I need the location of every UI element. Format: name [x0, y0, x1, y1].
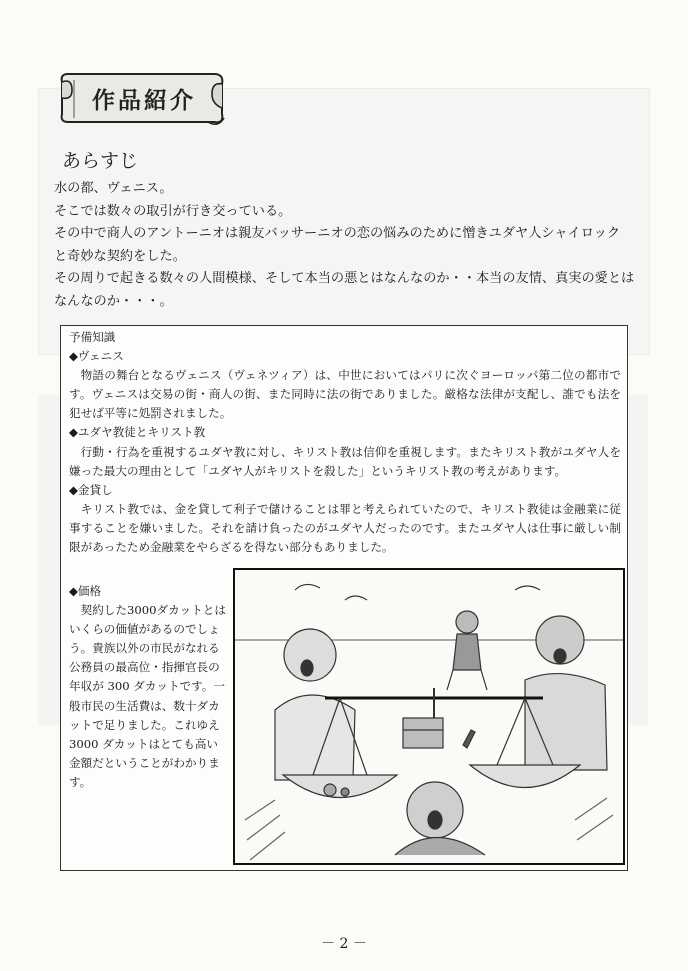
price-line: 年収が 300 ダカットです。一 [69, 679, 225, 694]
synopsis-line: なんなのか・・・。 [54, 293, 173, 309]
synopsis-line: その中で商人のアントーニオは親友バッサーニオの恋の悩みのために憎きユダヤ人シャイロック [54, 226, 621, 242]
synopsis-line: 水の都、ヴェニス。 [54, 181, 173, 196]
section-text-moneylending: キリスト教では、金を貸して利子で儲けることは罪と考えられていたので、キリスト教徒は金融業に従事することを嫌いました。それを請け負ったのがユダヤ人だったのです。またユダヤ人は仕事に厳しい制限があったため金融業をやらざるを得ない部分もありました。 [69, 501, 621, 555]
background-knowledge-box [60, 325, 628, 871]
section-heading-moneylending: ◆金貸し [69, 482, 113, 497]
synopsis-heading: あらすじ [62, 150, 139, 172]
price-line: す。 [69, 774, 92, 789]
price-line: いくらの価値があるのでしょ [69, 622, 220, 637]
section-heading-price: ◆価格 [69, 584, 102, 598]
synopsis-line: その周りで起きる数々の人間模様、そして本当の悪とはなんなのか・・本当の友情、真実の愛とは [54, 271, 635, 287]
section-heading-venice: ◆ヴェニス [69, 349, 124, 364]
knowledge-title: 予備知識 [69, 330, 116, 344]
synopsis-body [54, 178, 646, 314]
section-text-venice: 物語の舞台となるヴェニス（ヴェネツィア）は、中世においてはパリに次ぐヨーロッパ第二位の都市です。ヴェニスは交易の街・商人の街、また同時に法の街でありました。厳格な法律が支配し、誰でも法を犯せば平等に処罰されました。 [69, 368, 621, 421]
price-line: 3000 ダカットはとても高い [69, 736, 219, 751]
price-line: 公務員の最高位・指揮官長の [69, 660, 220, 675]
price-line: う。貴族以外の市民がなれる [69, 641, 220, 656]
price-line: 金額だということがわかりま [69, 755, 220, 770]
price-line: 契約した3000ダカットとは [69, 603, 226, 618]
price-line: ットで足りました。これゆえ [69, 717, 220, 732]
sketch-illustration-icon [235, 570, 623, 863]
section-heading-religion: ◆ユダヤ教徒とキリスト教 [69, 425, 206, 440]
price-section [69, 582, 227, 792]
page-number: － 2 － [321, 936, 367, 952]
banner-title: 作品紹介 [92, 87, 196, 114]
price-line: 般市民の生活費は、数十ダカ [69, 698, 220, 713]
synopsis-line: そこでは数々の取引が行き交っている。 [54, 203, 292, 219]
title-banner [58, 68, 226, 128]
synopsis-line: と奇妙な契約をした。 [54, 248, 186, 264]
section-text-religion: 行動・行為を重視するユダヤ教に対し、キリスト教は信仰を重視します。またキリスト教がユダヤ人を嫌った最大の理由として「ユダヤ人がキリストを殺した」というキリスト教の考えがあります。 [69, 444, 621, 478]
merchant-scene-illustration [233, 568, 625, 865]
